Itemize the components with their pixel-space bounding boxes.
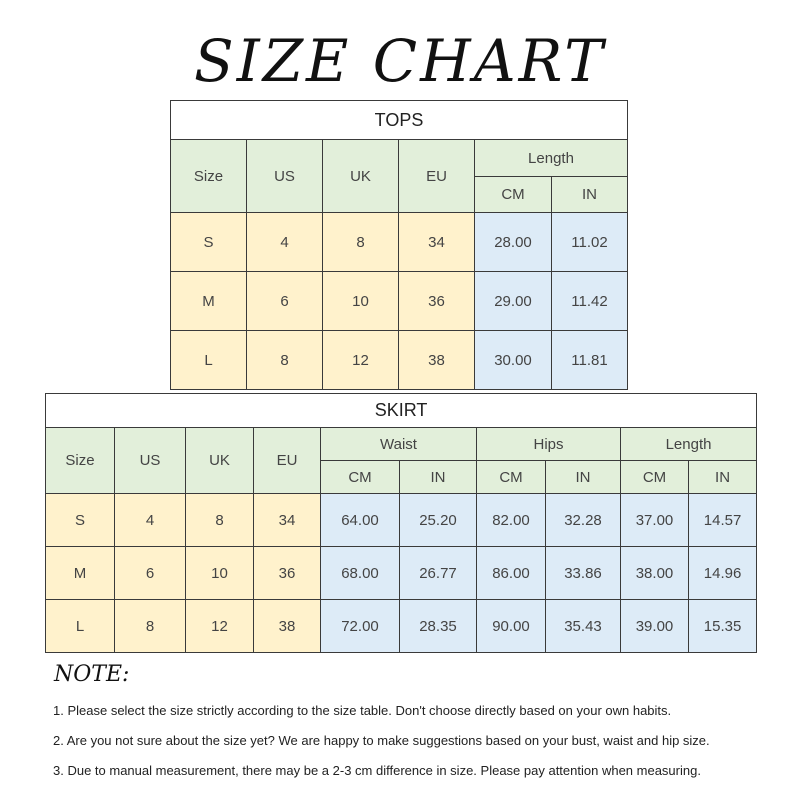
tops-header-us: US	[247, 140, 323, 213]
skirt-us: 8	[115, 600, 186, 653]
skirt-length-cm: 38.00	[621, 547, 689, 600]
skirt-us: 6	[115, 547, 186, 600]
skirt-size: M	[46, 547, 115, 600]
skirt-header-us: US	[115, 428, 186, 494]
tops-length-in: 11.42	[552, 272, 628, 331]
skirt-us: 4	[115, 494, 186, 547]
skirt-hips-cm: 82.00	[477, 494, 546, 547]
skirt-waist-in: 25.20	[400, 494, 477, 547]
skirt-waist-cm: 64.00	[321, 494, 400, 547]
tops-uk: 8	[323, 213, 399, 272]
skirt-header-length-in: IN	[689, 461, 757, 494]
skirt-header-size: Size	[46, 428, 115, 494]
skirt-header-waist: Waist	[321, 428, 477, 461]
skirt-heading: SKIRT	[46, 394, 757, 428]
skirt-hips-in: 35.43	[546, 600, 621, 653]
tops-header-in: IN	[552, 177, 628, 213]
skirt-hips-cm: 90.00	[477, 600, 546, 653]
tops-size: S	[171, 213, 247, 272]
skirt-eu: 36	[254, 547, 321, 600]
skirt-uk: 12	[186, 600, 254, 653]
skirt-header-length: Length	[621, 428, 757, 461]
skirt-header-length-cm: CM	[621, 461, 689, 494]
note-item-1: 1. Please select the size strictly according to the size table. Don't choose directly based on your own habits.	[53, 703, 672, 718]
skirt-header-eu: EU	[254, 428, 321, 494]
tops-length-in: 11.02	[552, 213, 628, 272]
tops-header-eu: EU	[399, 140, 475, 213]
skirt-length-cm: 39.00	[621, 600, 689, 653]
table-row	[46, 600, 757, 653]
tops-length-in: 11.81	[552, 331, 628, 390]
skirt-header-uk: UK	[186, 428, 254, 494]
skirt-size: L	[46, 600, 115, 653]
skirt-uk: 10	[186, 547, 254, 600]
skirt-size: S	[46, 494, 115, 547]
skirt-hips-cm: 86.00	[477, 547, 546, 600]
skirt-waist-in: 26.77	[400, 547, 477, 600]
note-item-2: 2. Are you not sure about the size yet? We are happy to make suggestions based on your bust, waist and hip size.	[53, 733, 710, 748]
tops-uk: 12	[323, 331, 399, 390]
skirt-waist-cm: 68.00	[321, 547, 400, 600]
skirt-header-waist-in: IN	[400, 461, 477, 494]
tops-header-size: Size	[171, 140, 247, 213]
skirt-header-waist-cm: CM	[321, 461, 400, 494]
tops-eu: 36	[399, 272, 475, 331]
skirt-length-in: 14.57	[689, 494, 757, 547]
table-row	[171, 331, 628, 390]
skirt-length-cm: 37.00	[621, 494, 689, 547]
skirt-length-in: 15.35	[689, 600, 757, 653]
tops-us: 8	[247, 331, 323, 390]
skirt-header-hips: Hips	[477, 428, 621, 461]
skirt-hips-in: 32.28	[546, 494, 621, 547]
tops-header-cm: CM	[475, 177, 552, 213]
table-row	[46, 494, 757, 547]
tops-us: 6	[247, 272, 323, 331]
table-row	[171, 272, 628, 331]
skirt-size-table	[45, 393, 757, 653]
tops-length-cm: 30.00	[475, 331, 552, 390]
page-title: SIZE CHART	[194, 27, 606, 95]
skirt-length-in: 14.96	[689, 547, 757, 600]
skirt-hips-in: 33.86	[546, 547, 621, 600]
table-row	[46, 547, 757, 600]
tops-header-uk: UK	[323, 140, 399, 213]
skirt-waist-in: 28.35	[400, 600, 477, 653]
skirt-eu: 38	[254, 600, 321, 653]
skirt-header-hips-cm: CM	[477, 461, 546, 494]
note-title: NOTE:	[54, 662, 130, 687]
tops-size-table	[170, 100, 628, 390]
skirt-waist-cm: 72.00	[321, 600, 400, 653]
note-item-3: 3. Due to manual measurement, there may be a 2-3 cm difference in size. Please pay attention when measuring.	[53, 763, 701, 778]
tops-uk: 10	[323, 272, 399, 331]
skirt-uk: 8	[186, 494, 254, 547]
tops-eu: 38	[399, 331, 475, 390]
skirt-eu: 34	[254, 494, 321, 547]
tops-size: L	[171, 331, 247, 390]
tops-length-cm: 28.00	[475, 213, 552, 272]
table-row	[171, 213, 628, 272]
skirt-header-hips-in: IN	[546, 461, 621, 494]
tops-header-length: Length	[475, 140, 628, 177]
tops-size: M	[171, 272, 247, 331]
tops-length-cm: 29.00	[475, 272, 552, 331]
tops-heading: TOPS	[171, 101, 628, 140]
tops-eu: 34	[399, 213, 475, 272]
tops-us: 4	[247, 213, 323, 272]
